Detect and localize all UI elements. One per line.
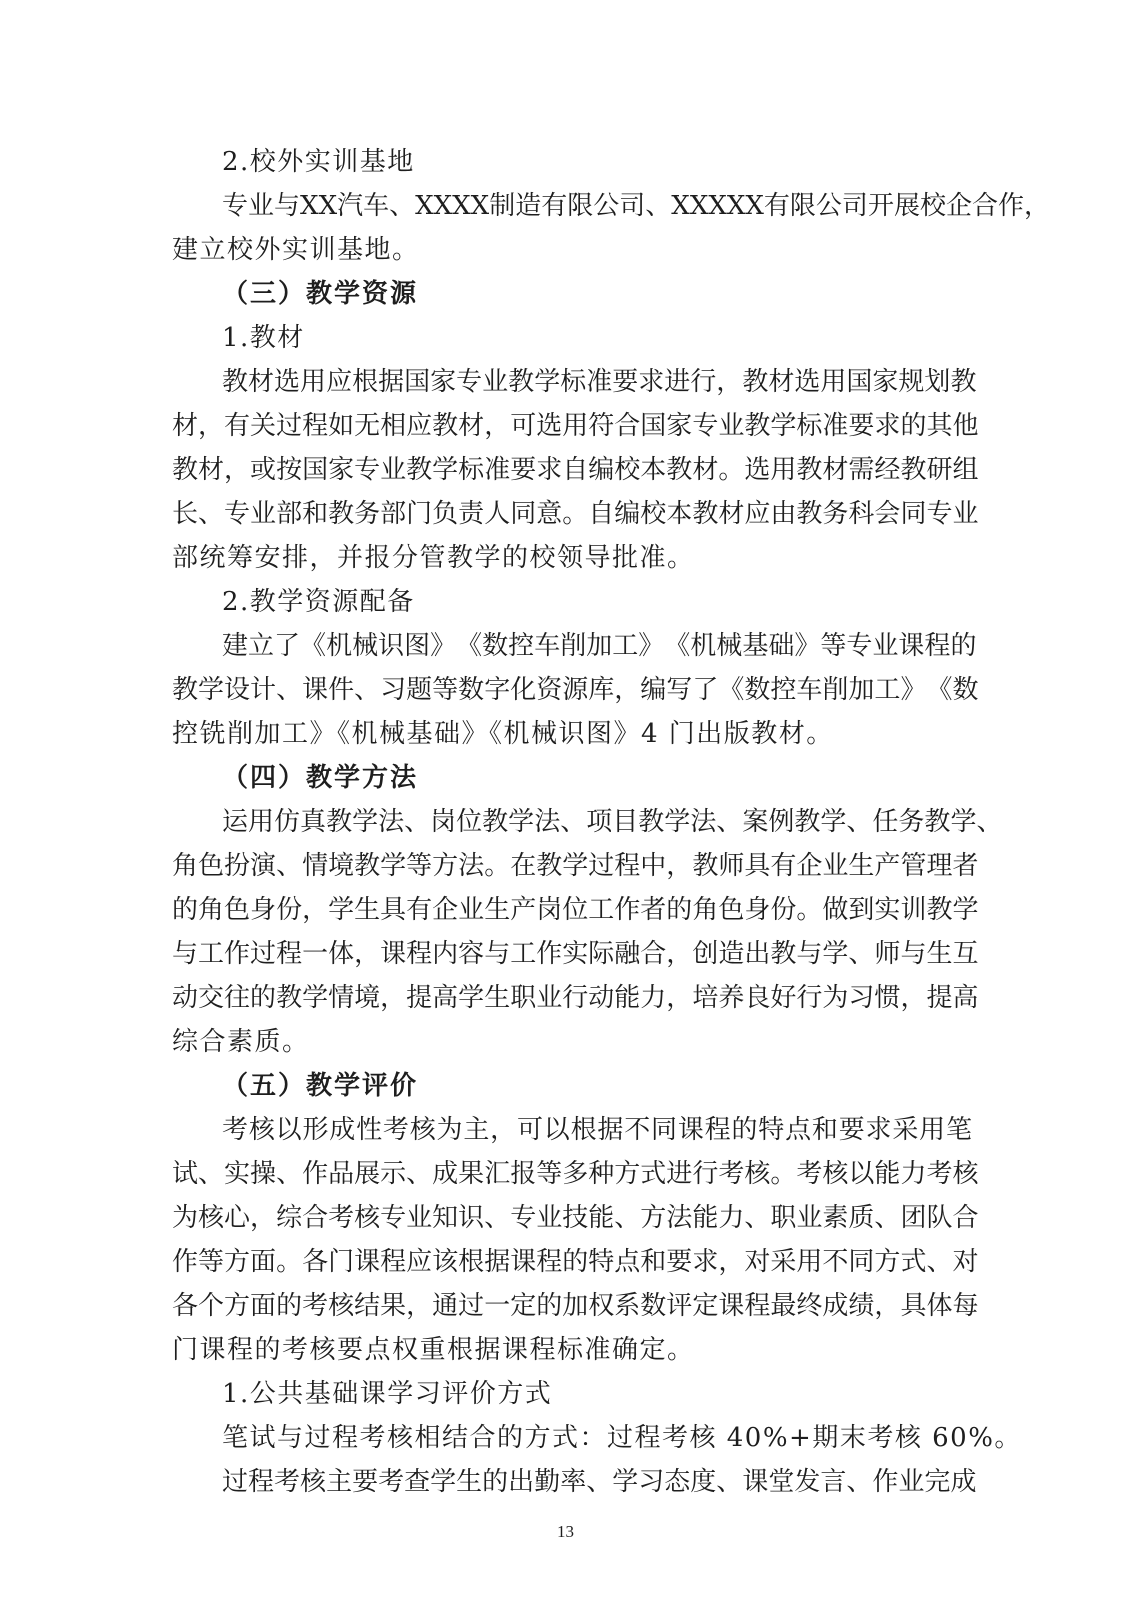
text-line: 考 核 以 形 成 性 考 核 为 主 ， 可 以 根 据 不 同 课 程 的 特 点 和 要 求 采 用 笔 [222, 1115, 972, 1145]
document-body [172, 140, 1051, 1504]
text-line: 材 ， 有 关 过 程 如 无 相 应 教 材 ， 可 选 用 符 合 国 家 专 业 教 学 标 准 要 求 的 其 他 [172, 411, 979, 441]
text-line: 各 个 方 面 的 考 核 结 果 ， 通 过 一 定 的 加 权 系 数 评 定 课 程 最 终 成 绩 ， 具 体 每 [172, 1291, 979, 1321]
section-heading: （五）教学评价 [222, 1071, 419, 1101]
text-line: 教 材 选 用 应 根 据 国 家 专 业 教 学 标 准 要 求 进 行 ， 教 材 选 用 国 家 规 划 教 [222, 367, 977, 397]
section-heading: （三）教学资源 [222, 279, 419, 309]
text-line: 笔试与过程考核相结合的方式：过程考核 40%+期末考核 60%。 [222, 1423, 1022, 1453]
subsection-heading: 1.教材 [222, 323, 305, 353]
text-line: 过 程 考 核 主 要 考 查 学 生 的 出 勤 率 、 学 习 态 度 、 课 堂 发 言 、 作 业 完 成 [222, 1467, 977, 1497]
subsection-heading: 1.公共基础课学习评价方式 [222, 1379, 553, 1409]
text-line: 部统筹安排，并报分管教学的校领导批准。 [172, 543, 695, 573]
text-line: 试 、 实 操 、 作 品 展 示 、 成 果 汇 报 等 多 种 方 式 进 行 考 核 。 考 核 以 能 力 考 核 [172, 1159, 979, 1189]
text-line: 教 材 ， 或 按 国 家 专 业 教 学 标 准 要 求 自 编 校 本 教 材 。 选 用 教 材 需 经 教 研 组 [172, 455, 979, 485]
text-line: 长 、 专 业 部 和 教 务 部 门 负 责 人 同 意 。 自 编 校 本 教 材 应 由 教 务 科 会 同 专 业 [172, 499, 979, 529]
text-line: 控铣削加工》《机械基础》《机械识图》4 门出版教材。 [172, 719, 834, 749]
text-line: 门课程的考核要点权重根据课程标准确定。 [172, 1335, 695, 1365]
text-line: 建 立 了 《 机 械 识 图 》 《 数 控 车 削 加 工 》 《 机 械 基 础 》 等 专 业 课 程 的 [222, 631, 977, 661]
text-line: 教 学 设 计 、 课 件 、 习 题 等 数 字 化 资 源 库 ， 编 写 了 《 数 控 车 削 加 工 》 《 数 [172, 675, 979, 705]
subsection-heading: 2.校外实训基地 [222, 147, 415, 177]
text-line: 作 等 方 面 。 各 门 课 程 应 该 根 据 课 程 的 特 点 和 要 求 ， 对 采 用 不 同 方 式 、 对 [172, 1247, 979, 1277]
text-line: 建立校外实训基地。 [172, 235, 420, 265]
text-line: 动 交 往 的 教 学 情 境 ， 提 高 学 生 职 业 行 动 能 力 ， 培 养 良 好 行 为 习 惯 ， 提 高 [172, 983, 979, 1013]
section-heading: （四）教学方法 [222, 763, 419, 793]
subsection-heading: 2.教学资源配备 [222, 587, 415, 617]
text-line: 综合素质。 [172, 1027, 310, 1057]
text-line: 的 角 色 身 份 ， 学 生 具 有 企 业 生 产 岗 位 工 作 者 的 角 色 身 份 。 做 到 实 训 教 学 [172, 895, 979, 925]
text-line: 运 用 仿 真 教 学 法 、 岗 位 教 学 法 、 项 目 教 学 法 、 案 例 教 学 、 任 务 教 学 、 [222, 807, 1003, 837]
text-line: 与 工 作 过 程 一 体 ， 课 程 内 容 与 工 作 实 际 融 合 ， 创 造 出 教 与 学 、 师 与 生 互 [172, 939, 979, 969]
text-line: 为 核 心 ， 综 合 考 核 专 业 知 识 、 专 业 技 能 、 方 法 能 力 、 职 业 素 质 、 团 队 合 [172, 1203, 979, 1233]
page-number: 13 [557, 1522, 574, 1541]
text-line: 角 色 扮 演 、 情 境 教 学 等 方 法 。 在 教 学 过 程 中 ， 教 师 具 有 企 业 生 产 管 理 者 [172, 851, 979, 881]
text-line: 专 业 与 X X 汽 车 、 X X X X 制 造 有 限 公 司 、 X X X X X 有 限 公 司 开 展 校 企 合 作 ， [222, 191, 1051, 221]
